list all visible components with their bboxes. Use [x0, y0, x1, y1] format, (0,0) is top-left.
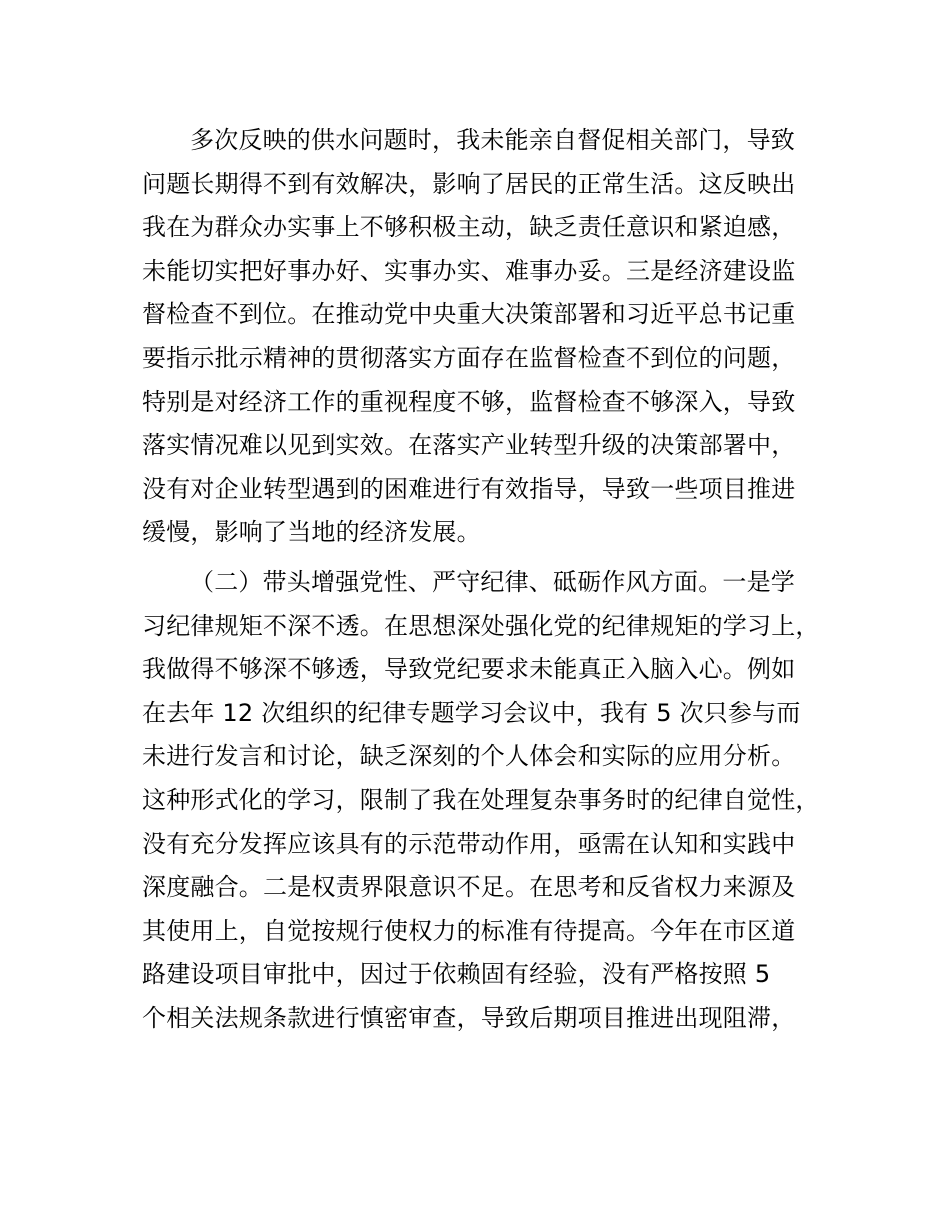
- text-line: 多次反映的供水问题时，我未能亲自督促相关部门，导致: [190, 126, 795, 154]
- text-line: 没有对企业转型遇到的困难进行有效指导，导致一些项目推进: [142, 474, 796, 503]
- paragraph-2: [142, 561, 842, 1041]
- text-line: 习纪律规矩不深不透。在思想深处强化党的纪律规矩的学习上，: [142, 611, 820, 640]
- text-line: （二）带头增强党性、严守纪律、砥砺作风方面。一是学: [190, 567, 795, 596]
- text-line: 深度融合。二是权责界限意识不足。在思考和反省权力来源及: [142, 873, 796, 902]
- text-line: 在去年 12 次组织的纪律专题学习会议中，我有 5 次只参与而: [142, 698, 801, 727]
- text-line: 我做得不够深不够透，导致党纪要求未能真正入脑入心。例如: [142, 655, 796, 684]
- text-line: 问题长期得不到有效解决，影响了居民的正常生活。这反映出: [142, 169, 796, 198]
- text-line: 落实情况难以见到实效。在落实产业转型升级的决策部署中，: [142, 431, 796, 460]
- document-body: [142, 119, 842, 1040]
- text-line: 我在为群众办实事上不够积极主动，缺乏责任意识和紧迫感，: [142, 213, 796, 242]
- text-line: 这种形式化的学习，限制了我在处理复杂事务时的纪律自觉性，: [142, 785, 820, 814]
- text-line: 要指示批示精神的贯彻落实方面存在监督检查不到位的问题，: [142, 343, 796, 372]
- paragraph-1: [142, 119, 842, 555]
- text-line: 未进行发言和讨论，缺乏深刻的个人体会和实际的应用分析。: [142, 742, 796, 771]
- text-line: 路建设项目审批中，因过于依赖固有经验，没有严格按照 5: [142, 960, 771, 989]
- text-line: 特别是对经济工作的重视程度不够，监督检查不够深入，导致: [142, 387, 796, 416]
- text-line: 个相关法规条款进行慎密审查，导致后期项目推进出现阻滞，: [142, 1003, 796, 1032]
- text-line: 其使用上，自觉按规行使权力的标准有待提高。今年在市区道: [142, 916, 796, 945]
- text-line: 没有充分发挥应该具有的示范带动作用，亟需在认知和实践中: [142, 829, 796, 858]
- text-line: 督检查不到位。在推动党中央重大决策部署和习近平总书记重: [142, 300, 796, 329]
- text-line: 缓慢，影响了当地的经济发展。: [142, 518, 481, 547]
- text-line: 未能切实把好事办好、实事办实、难事办妥。三是经济建设监: [142, 256, 796, 285]
